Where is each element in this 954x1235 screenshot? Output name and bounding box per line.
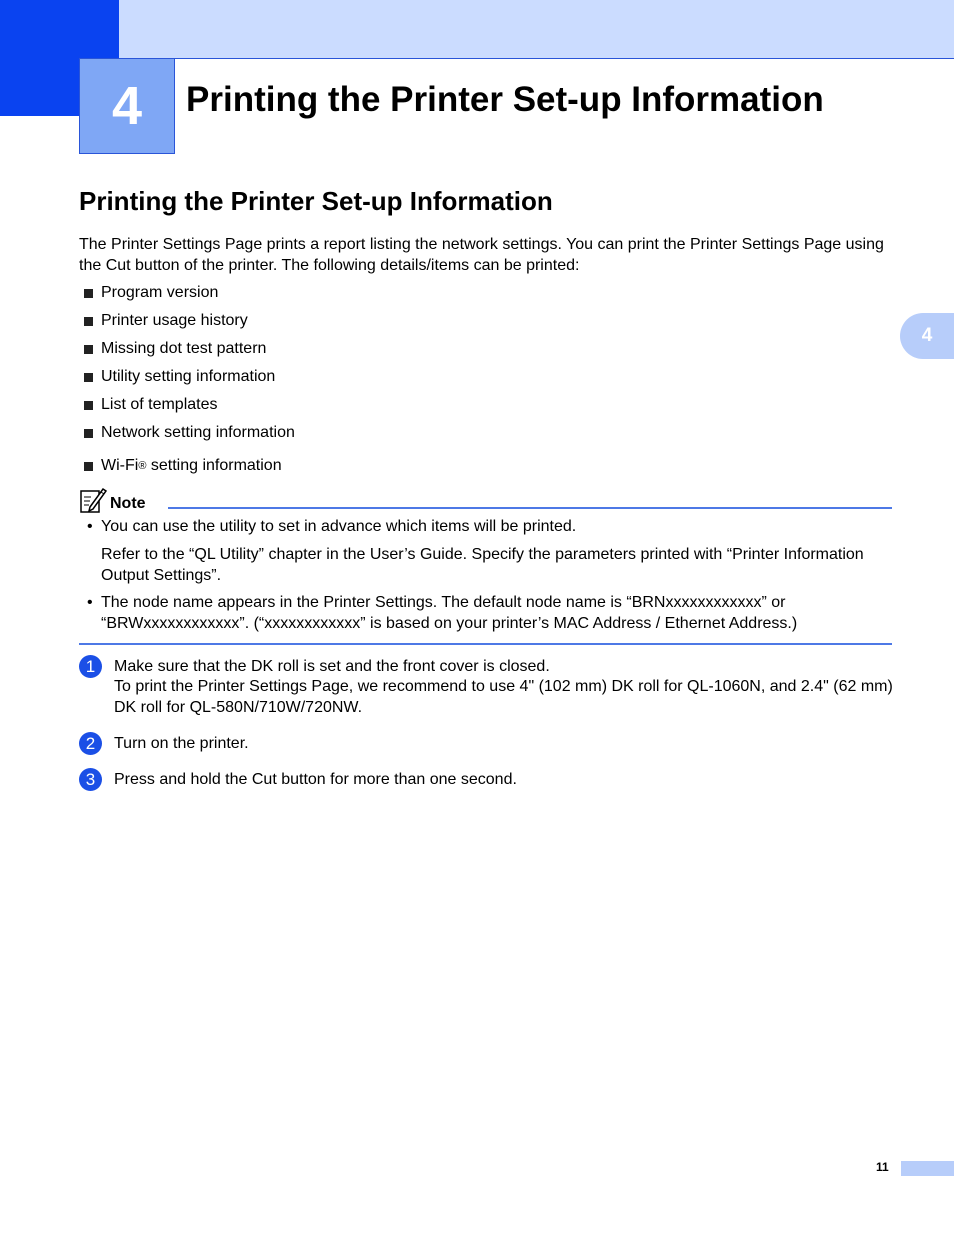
chapter-title: Printing the Printer Set-up Information <box>186 80 824 119</box>
list-item <box>84 423 295 443</box>
list-item-label: Utility setting information <box>101 368 276 385</box>
chapter-rule <box>175 58 954 59</box>
square-bullet-icon <box>84 429 93 438</box>
list-item <box>84 283 218 303</box>
list-item-label: Missing dot test pattern <box>101 340 267 357</box>
intro-paragraph: The Printer Settings Page prints a report listing the network settings. You can print the Printer Settings Page using the Cut button of the printer. The following details/items can be printed: <box>79 236 884 274</box>
square-bullet-icon <box>84 462 93 471</box>
list-item <box>84 339 266 359</box>
note-bullet: • <box>87 518 93 535</box>
note-top-rule <box>168 507 892 509</box>
step-text: To print the Printer Settings Page, we recommend to use 4" (102 mm) DK roll for QL-1060N, and 2.4" (62 mm) DK roll for QL-580N/710W/720NW. <box>114 678 893 716</box>
page-number: 11 <box>876 1160 889 1174</box>
note-bottom-rule <box>79 643 892 645</box>
wifi-prefix: Wi-Fi <box>101 457 139 474</box>
header-band <box>0 0 954 58</box>
list-item-label: List of templates <box>101 396 218 413</box>
step-text: Press and hold the Cut button for more than one second. <box>114 771 517 788</box>
list-item <box>84 395 218 415</box>
list-item <box>84 367 275 387</box>
step-text: Turn on the printer. <box>114 735 249 752</box>
square-bullet-icon <box>84 317 93 326</box>
step-text: Make sure that the DK roll is set and the front cover is closed. <box>114 658 550 675</box>
note-text: The node name appears in the Printer Settings. The default node name is “BRNxxxxxxxxxxxx” or “BRWxxxxxxxxxxxx”. (“xxxxxxxxxxxx” is based on your printer’s MAC Address / Ethernet Address.) <box>101 594 798 632</box>
square-bullet-icon <box>84 289 93 298</box>
note-text: You can use the utility to set in advance which items will be printed. <box>101 518 577 535</box>
chapter-side-tab[interactable]: 4 <box>900 313 954 359</box>
note-pencil-icon <box>79 486 107 514</box>
step-number-badge: 2 <box>79 732 102 755</box>
square-bullet-icon <box>84 401 93 410</box>
chapter-number-box: 4 <box>79 58 175 154</box>
list-item-wifi: Wi-Fi ® setting information <box>84 456 282 476</box>
list-item-label: Printer usage history <box>101 312 248 329</box>
section-title: Printing the Printer Set-up Information <box>79 186 553 216</box>
list-item-label: Network setting information <box>101 424 295 441</box>
note-bullet: • <box>87 594 93 611</box>
note-header <box>79 486 892 516</box>
step-number-badge: 3 <box>79 768 102 791</box>
footer-bar <box>901 1161 954 1176</box>
list-item-label: Program version <box>101 284 219 301</box>
square-bullet-icon <box>84 373 93 382</box>
note-label: Note <box>110 495 146 512</box>
step-number-badge: 1 <box>79 655 102 678</box>
wifi-suffix: setting information <box>146 457 282 474</box>
note-text: Refer to the “QL Utility” chapter in the User’s Guide. Specify the parameters printed with “Printer Information Output Settings”. <box>101 546 864 584</box>
square-bullet-icon <box>84 345 93 354</box>
list-item <box>84 311 248 331</box>
